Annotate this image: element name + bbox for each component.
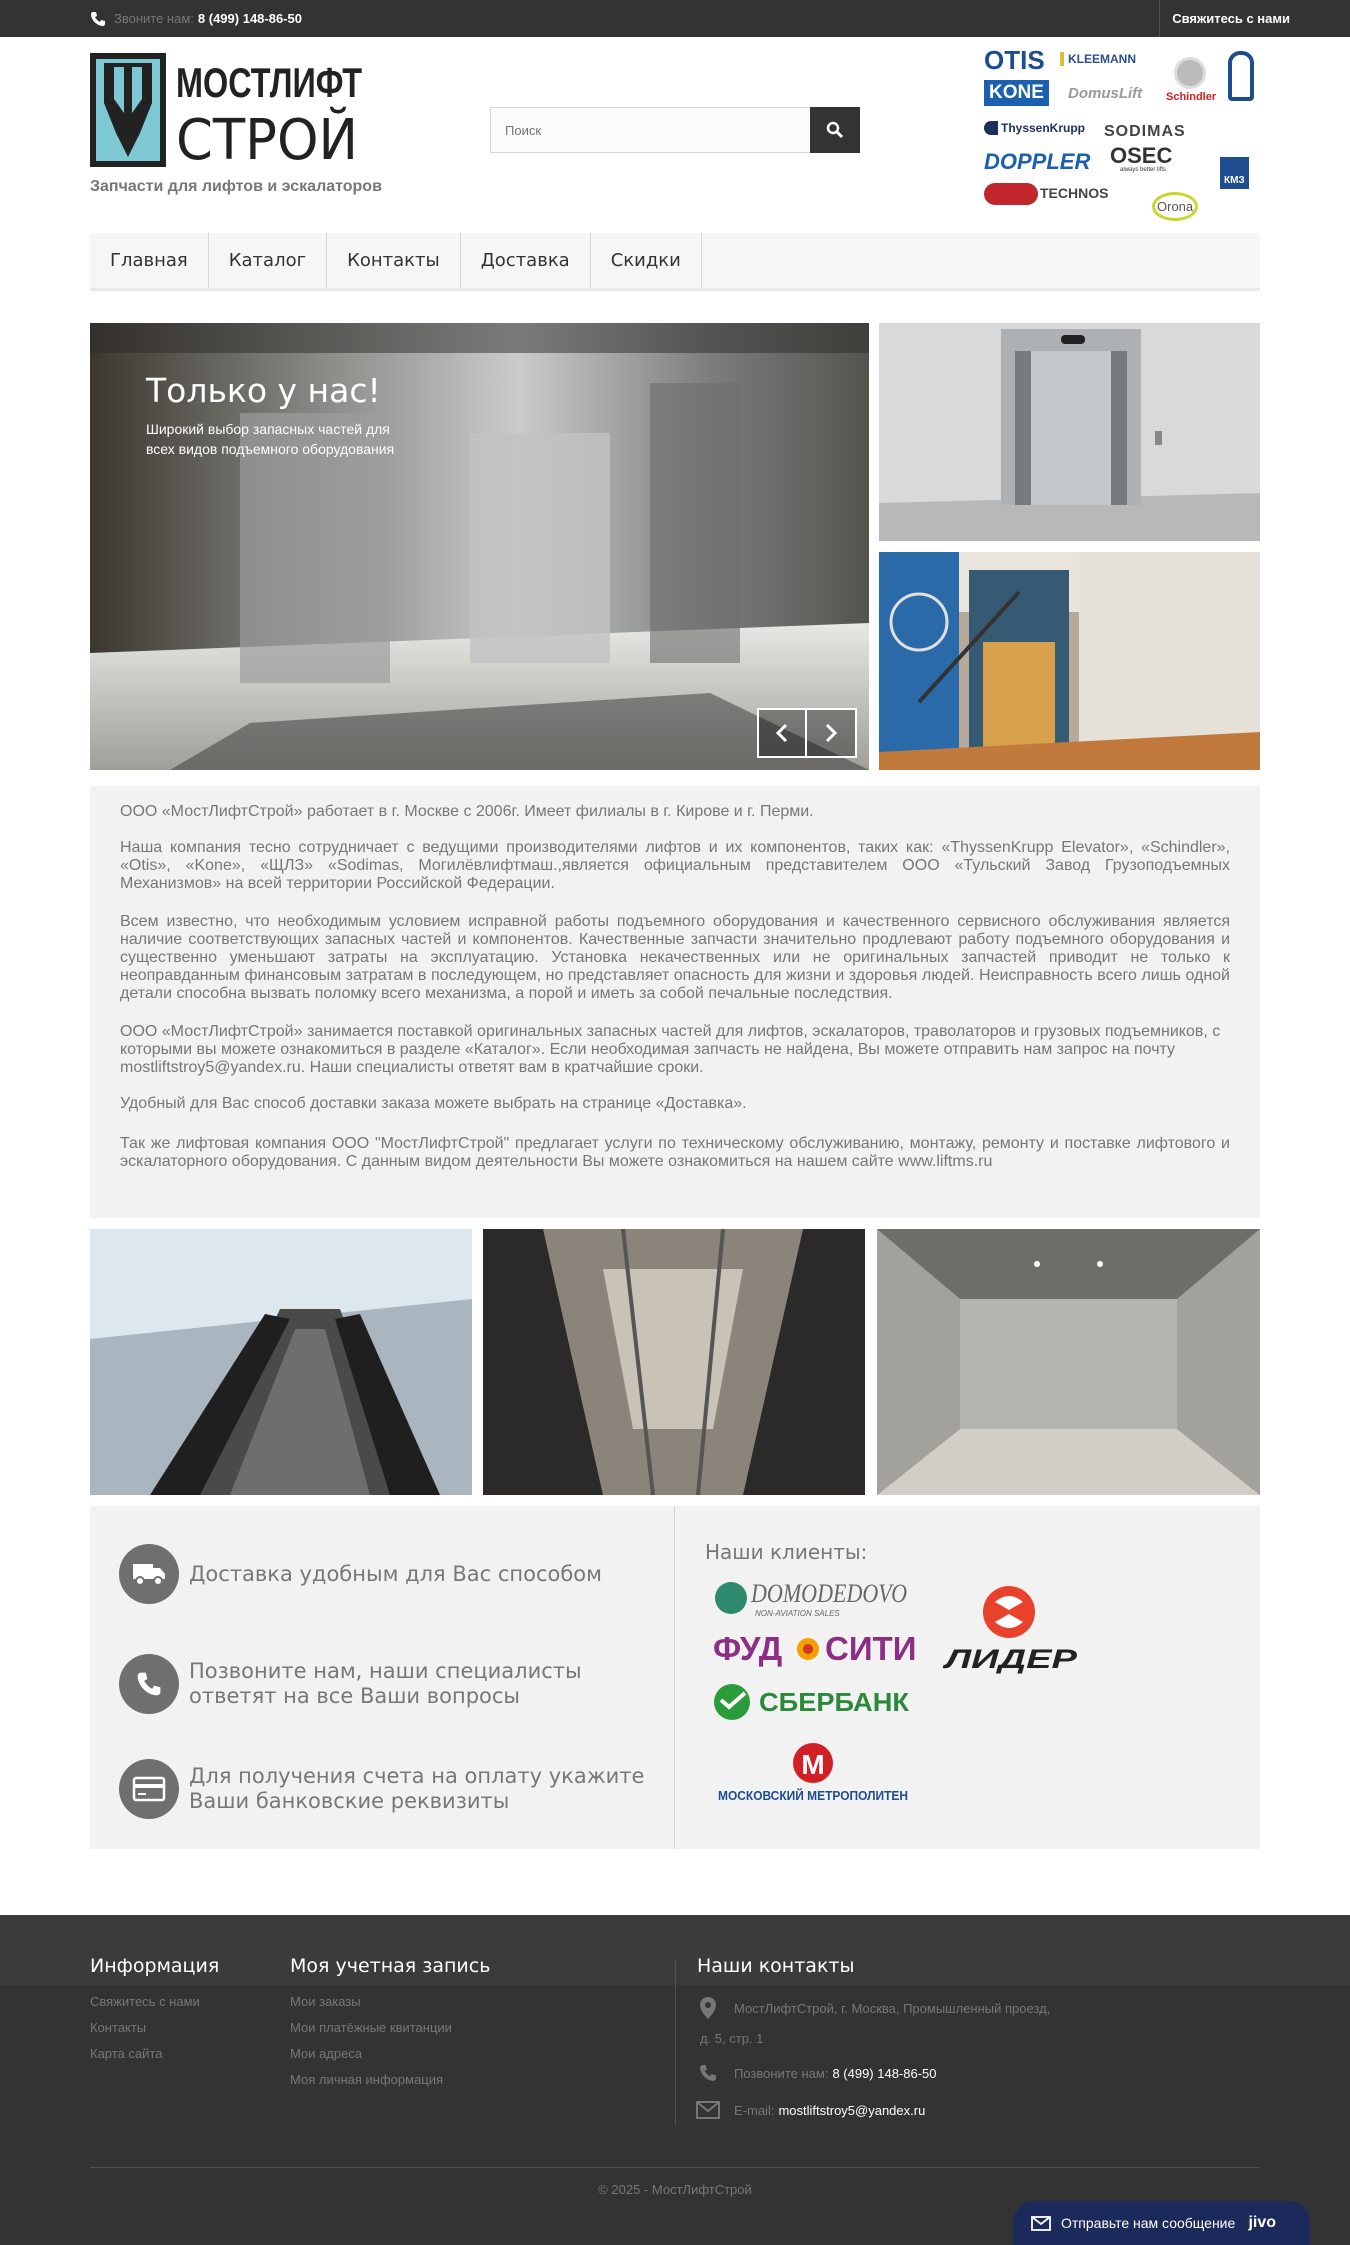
brand-emblem-icon	[1228, 51, 1254, 101]
brand-kleemann: KLEEMANN	[1060, 52, 1136, 66]
footer-divider	[675, 1960, 676, 2125]
footer-link-personal-info[interactable]: Моя личная информация	[290, 2072, 444, 2087]
footer-email-link[interactable]: mostliftstroy5@yandex.ru	[778, 2102, 926, 2118]
footer-phone-number[interactable]: 8 (499) 148-86-50	[832, 2065, 937, 2081]
contact-us-link[interactable]: Свяжитесь с нами	[1159, 0, 1290, 37]
slider-nav	[757, 708, 857, 758]
feature-invoice-text: Для получения счета на оплату укажите Ваши банковские реквизиты	[189, 1764, 645, 1813]
menu-item-delivery[interactable]: Доставка	[461, 233, 591, 288]
client-foodcity	[713, 1628, 917, 1668]
truck-icon	[132, 1561, 166, 1587]
footer-email	[697, 2099, 925, 2121]
brand-otis: OTIS	[984, 45, 1045, 75]
footer-phone	[697, 2062, 937, 2084]
menu-item-discounts[interactable]: Скидки	[591, 233, 702, 288]
footer-address-cont	[700, 2031, 763, 2046]
brand-technos: TECHNOS	[1040, 185, 1109, 201]
footer-link-sitemap[interactable]: Карта сайта	[90, 2046, 163, 2061]
feature-call	[119, 1654, 649, 1714]
brand-doppler: DOPPLER	[984, 149, 1091, 174]
chat-widget-brand: jivo	[1248, 2214, 1276, 2231]
logo-line2: СТРОЙ	[176, 108, 370, 173]
client-domodedovo	[713, 1580, 913, 1620]
footer-address-line2: д. 5, стр. 1	[700, 2031, 764, 2046]
top-bar	[0, 0, 1350, 37]
metro-logo-letter: М	[801, 1749, 825, 1780]
footer-info-column	[90, 1955, 219, 2067]
gallery-lift-cabin[interactable]	[877, 1229, 1260, 1495]
credit-card-icon	[133, 1777, 165, 1801]
metro-logo-text: МОСКОВСКИЙ МЕТРОПОЛИТЕН	[718, 1788, 908, 1803]
feature-delivery-text: Доставка удобным для Вас способом	[189, 1561, 602, 1586]
site-tagline: Запчасти для лифтов и эскалаторов	[90, 178, 382, 195]
domodedovo-logo-text: DOMODEDOVO	[750, 1579, 908, 1608]
info-section	[90, 1506, 1260, 1849]
search-button[interactable]	[810, 107, 860, 153]
footer-separator	[90, 2167, 1260, 2168]
footer-link-contacts[interactable]: Контакты	[90, 2020, 147, 2035]
footer-link-addresses[interactable]: Мои адреса	[290, 2046, 363, 2061]
slider-title: Только у нас!	[146, 371, 381, 410]
top-phone-label: Звоните нам:	[114, 11, 194, 26]
footer-link-orders[interactable]: Мои заказы	[290, 1994, 361, 2009]
client-sberbank	[713, 1682, 913, 1722]
about-section	[90, 786, 1260, 1218]
chat-widget-label: Отправьте нам сообщение	[1061, 2215, 1236, 2231]
feature-delivery	[119, 1544, 602, 1604]
footer-link-receipts[interactable]: Мои платёжные квитанции	[290, 2020, 452, 2035]
client-moscow-metro	[713, 1742, 913, 1806]
slider-next-button[interactable]	[807, 708, 857, 758]
slider-text: Широкий выбор запасных частей для всех видов подъемного оборудования	[146, 421, 395, 457]
main-menu	[90, 233, 1260, 291]
footer-info-title: Информация	[90, 1955, 220, 1977]
logo-line1: МОСТЛИФТ	[176, 59, 363, 106]
gallery-elevator-shaft[interactable]	[483, 1229, 865, 1495]
feature-invoice	[119, 1759, 649, 1819]
info-divider	[674, 1506, 675, 1849]
brand-sodimas: SODIMAS	[1104, 123, 1186, 140]
sberbank-logo-text: СБЕРБАНК	[759, 1687, 910, 1717]
top-phone	[90, 0, 302, 37]
footer-contacts-title: Наши контакты	[697, 1955, 855, 1977]
about-paragraph-3: Всем известно, что необходимым условием исправной работы подъемного оборудования и качественного сервисного обслуживания является наличие соответствующих запасных частей и компонентов. Качественные запчасти значительно продлевают работу подъемного оборудования и существенно уменьшают затраты на эксплуатацию. Установка некачественных или не оригинальных запчастей приводит не только к неоправданным финансовым затратам в последующем, но представляет опасность для жизни и здоровья людей. Неисправность всего лишь одной детали способна вызвать поломку всего механизма, а порой и иметь за собой печальные последствия.	[120, 913, 1230, 1002]
brand-kone: KONE	[984, 80, 1049, 106]
search-icon	[826, 121, 844, 139]
about-paragraph-5: Удобный для Вас способ доставки заказа можете выбрать на странице «Доставка».	[120, 1095, 747, 1112]
footer-phone-label: Позвоните нам:	[734, 2065, 829, 2081]
menu-item-home[interactable]: Главная	[90, 233, 209, 288]
menu-item-contacts[interactable]: Контакты	[327, 233, 461, 288]
footer-account-title: Моя учетная запись	[290, 1955, 491, 1977]
about-paragraph-2: Наша компания тесно сотрудничает с ведущими производителями лифтов и их компонентов, таких как: «ThyssenKrupp Elevator», «Schindler», «Otis», «Kone», «ЩЛЗ» «Sodimas, Могилёвлифтмаш.,является официальным представителем ООО «Тульский Завод Грузоподъемных Механизмов» на всей территории Российской Федерации.	[120, 839, 1230, 892]
site-footer	[0, 1915, 1350, 2245]
foodcity-logo-text-1: ФУД	[713, 1630, 783, 1667]
footer-account-column	[290, 1955, 490, 2093]
brand-schindler: Schindler	[1166, 91, 1217, 103]
brand-kmz: КМЗ	[1220, 157, 1249, 189]
top-phone-number[interactable]: 8 (499) 148-86-50	[197, 11, 302, 26]
about-paragraph-6: Так же лифтовая компания ООО "МостЛифтСтрой" предлагает услуги по техническому обслуживанию, монтажу, ремонту и поставке лифтового и эскалаторного оборудования. С данным видом деятельности Вы можете ознакомиться на нашем сайте www.liftms.ru	[120, 1135, 1230, 1170]
envelope-icon	[696, 2101, 720, 2119]
side-banner-glass-lift[interactable]	[879, 552, 1260, 770]
brand-logos	[980, 45, 1260, 215]
footer-contacts-column	[697, 1955, 854, 1989]
technos-emblem	[984, 183, 1038, 205]
slider-prev-button[interactable]	[757, 708, 807, 758]
feature-call-text: Позвоните нам, наши специалисты ответят на все Ваши вопросы	[189, 1659, 582, 1708]
side-banner-elevator[interactable]	[879, 323, 1260, 541]
client-lider	[943, 1586, 1083, 1672]
envelope-icon	[1031, 2216, 1051, 2231]
schindler-emblem	[1174, 57, 1206, 89]
map-marker-icon	[700, 1997, 716, 2019]
brand-thyssenkrupp: ThyssenKrupp	[984, 121, 1085, 135]
brand-orona: Orona	[1152, 192, 1198, 221]
gallery-escalator[interactable]	[90, 1229, 472, 1495]
phone-icon	[90, 11, 106, 27]
homepage-slider[interactable]	[90, 323, 869, 770]
search-input[interactable]	[490, 107, 810, 153]
search-form	[490, 107, 860, 153]
about-paragraph-4: ООО «МостЛифтСтрой» занимается поставкой оригинальных запасных частей для лифтов, эскалаторов, траволаторов и грузовых подъемников, с которыми вы можете ознакомиться в разделе «Каталог». Если необходимая запчасть не найдена, Вы можете отправить нам запрос на почту mostliftstroy5@yandex.ru. Наши специалисты ответят вам в кратчайшие сроки.	[120, 1023, 1221, 1076]
brand-domuslift: DomusLift	[1068, 85, 1143, 102]
footer-link-contact-us[interactable]: Свяжитесь с нами	[90, 1994, 200, 2009]
site-logo[interactable]	[90, 53, 370, 173]
brand-osec-slogan: always better lifts	[1120, 167, 1167, 173]
phone-icon	[699, 2064, 717, 2082]
foodcity-logo-text-2: СИТИ	[825, 1630, 917, 1667]
lider-logo-text: ЛИДЕР	[942, 1644, 1079, 1674]
phone-icon	[136, 1671, 162, 1697]
chat-widget-button[interactable]	[1013, 2201, 1310, 2245]
chevron-left-icon	[774, 723, 790, 743]
clients-title: Наши клиенты:	[705, 1540, 868, 1564]
chevron-right-icon	[823, 723, 839, 743]
footer-email-label: E-mail:	[734, 2102, 775, 2118]
footer-copyright: © 2025 - МостЛифтСтрой	[598, 2182, 752, 2197]
brand-osec: OSEC	[1110, 143, 1173, 168]
domodedovo-logo-subtext: NON-AVIATION SALES	[755, 1609, 840, 1618]
about-paragraph-1: ООО «МостЛифтСтрой» работает в г. Москве с 2006г. Имеет филиалы в г. Кирове и г. Перми.	[120, 803, 814, 820]
footer-address	[697, 1997, 1050, 2019]
footer-address-line1: МостЛифтСтрой, г. Москва, Промышленный проезд,	[734, 2000, 1051, 2016]
menu-item-catalog[interactable]: Каталог	[209, 233, 327, 288]
